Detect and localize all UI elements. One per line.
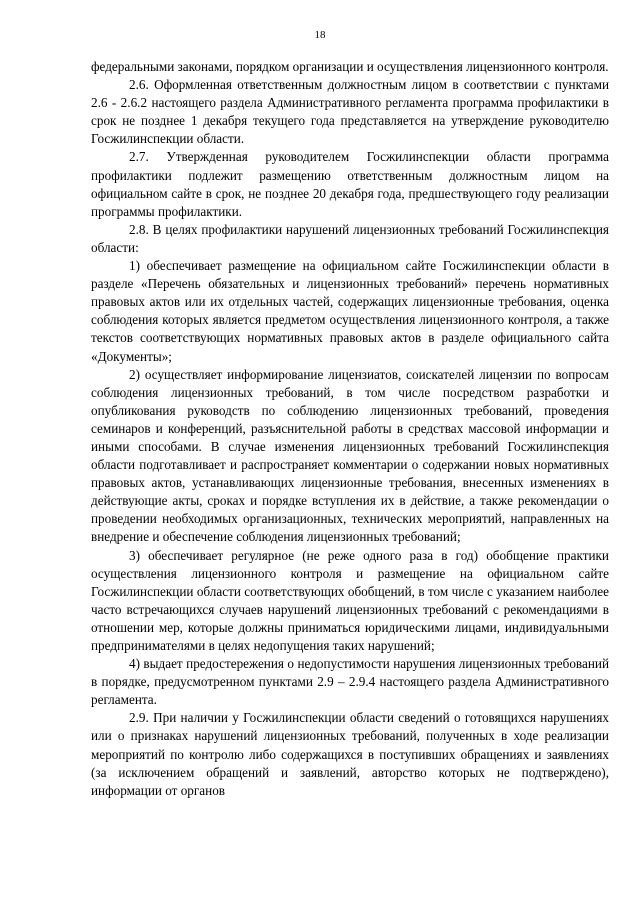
paragraph-continuation: федеральными законами, порядком организации и осуществления лицензионного контроля. — [91, 59, 609, 74]
paragraph-2-8-item-1: 1) обеспечивает размещение на официальном сайте Госжилинспекции области в разделе «Перечень обязательных и лицензионных требований» перечень нормативных правовых актов или их отдельных частей, содержащих лицензионные требования, оценка соблюдения которых является предметом осуществления лицензионного контроля, а также текстов соответствующих нормативных правовых актов в разделе официального сайта «Документы»; — [91, 258, 609, 364]
paragraph-2-8-item-3: 3) обеспечивает регулярное (не реже одного раза в год) обобщение практики осуществления лицензионного контроля и размещение на официальном сайте Госжилинспекции области соответствующих обобщений, в том числе с указанием наиболее часто встречающихся случаев нарушений лицензионных требований с рекомендациями в отношении мер, которые должны приниматься юридическими лицами, индивидуальными предпринимателями в целях недопущения таких нарушений; — [91, 547, 609, 653]
paragraph-2-7: 2.7. Утвержденная руководителем Госжилинспекции области программа профилактики подлежит размещению ответственным должностным лицом на официальном сайте в срок, не позднее 20 декабря года, предшествующего году реализации программы профилактики. — [91, 149, 609, 219]
paragraph-2-8: 2.8. В целях профилактики нарушений лицензионных требований Госжилинспекция области: — [91, 221, 609, 255]
paragraph-2-9: 2.9. При наличии у Госжилинспекции области сведений о готовящихся нарушениях или о признаках нарушений лицензионных требований, полученных в ходе реализации мероприятий по контролю либо содержащихся в поступивших обращениях и заявлениях (за исключением обращений и заявлений, авторство которых не подтверждено), информации от органов — [91, 710, 609, 798]
paragraph-2-6: 2.6. Оформленная ответственным должностным лицом в соответствии с пунктами 2.6 - 2.6.2 настоящего раздела Административного регламента программа профилактики в срок не позднее 1 декабря текущего года представляется на утверждение руководителю Госжилинспекции области. — [91, 77, 609, 147]
paragraph-2-8-item-4: 4) выдает предостережения о недопустимости нарушения лицензионных требований в порядке, предусмотренном пунктами 2.9 – 2.9.4 настоящего раздела Административного регламента. — [91, 656, 609, 708]
paragraph-2-8-item-2: 2) осуществляет информирование лицензиатов, соискателей лицензии по вопросам соблюдения лицензионных требований, в том числе посредством разработки и опубликования руководств по соблюдению лицензионных требований, проведения семинаров и конференций, разъяснительной работы в средствах массовой информации и иными способами. В случае изменения лицензионных требований Госжилинспекция области подготавливает и распространяет комментарии о содержании новых нормативных правовых актов, устанавливающих лицензионные требования, внесенных изменениях в действующие акты, сроках и порядке вступления их в действие, а также рекомендации о проведении необходимых организационных, технических мероприятий, направленных на внедрение и обеспечение соблюдения лицензионных требований; — [91, 366, 609, 545]
document-body — [91, 58, 609, 800]
page-number: 18 — [314, 29, 326, 41]
